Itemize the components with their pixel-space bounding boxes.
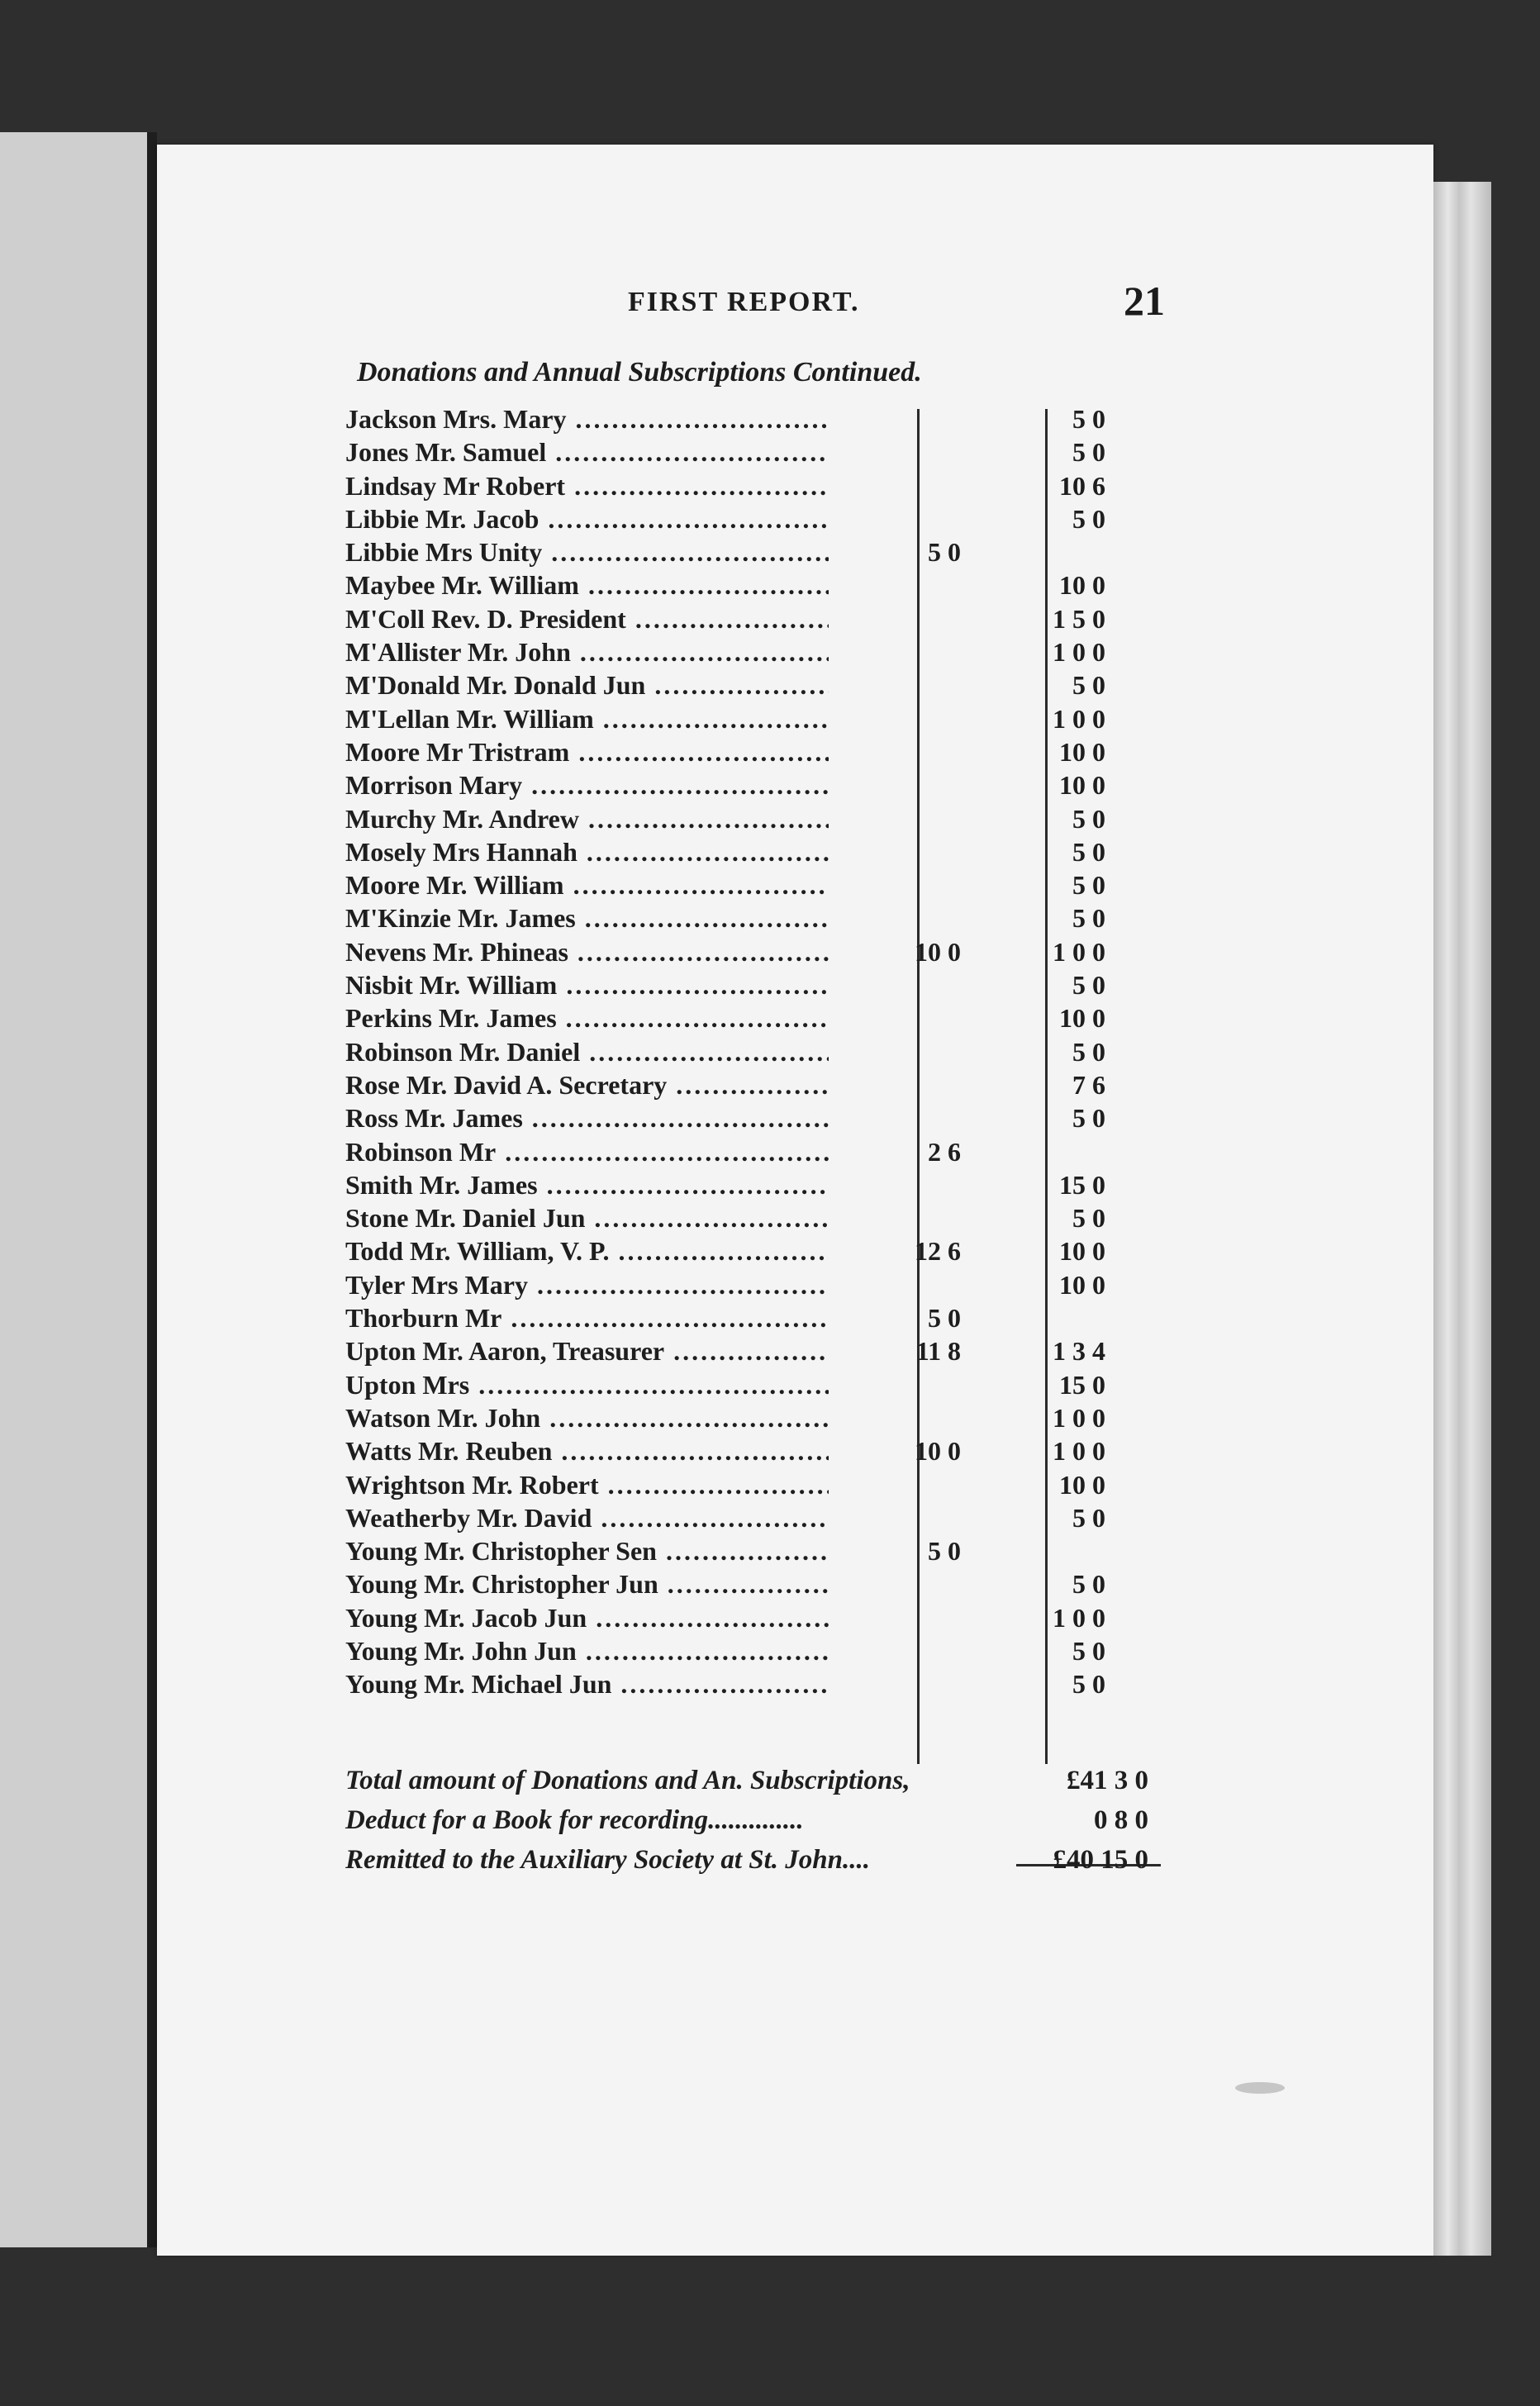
ledger-row <box>345 469 1172 502</box>
subscriber-name <box>345 1601 829 1634</box>
ledger-row <box>345 1168 1172 1201</box>
ledger-row <box>345 802 1172 835</box>
subscriber-name-text: Thorburn Mr <box>345 1303 502 1334</box>
amount-b: 5 0 <box>1072 970 1105 1001</box>
ledger-row <box>345 1434 1172 1467</box>
ledger-row <box>345 435 1172 468</box>
ledger-row <box>345 1301 1172 1334</box>
subscriber-name-text: Young Mr. John Jun <box>345 1635 577 1666</box>
running-title: FIRST REPORT. <box>628 287 860 317</box>
total-row <box>345 1762 1172 1801</box>
ledger-row <box>345 1035 1172 1068</box>
subscriber-name-text: Lindsay Mr Robert <box>345 470 566 501</box>
subscriber-name <box>345 469 829 502</box>
subscriber-name <box>345 1301 829 1334</box>
subscriber-name-text: Young Mr. Michael Jun <box>345 1669 612 1700</box>
ledger-row <box>345 602 1172 635</box>
subscriber-name <box>345 935 829 968</box>
amount-b: 5 0 <box>1072 1569 1105 1600</box>
ledger-row <box>345 1667 1172 1700</box>
page-header <box>347 277 1165 326</box>
amount-b: 5 0 <box>1072 803 1105 834</box>
ledger-row <box>345 502 1172 535</box>
subscriber-name-text: Smith Mr. James <box>345 1169 538 1200</box>
subscriber-name <box>345 802 829 835</box>
subscriber-name <box>345 1434 829 1467</box>
subscriber-name <box>345 402 829 435</box>
amount-a: 5 0 <box>928 1536 961 1567</box>
amount-a: 12 6 <box>915 1236 961 1267</box>
subscriber-name <box>345 1135 829 1168</box>
section-heading: Donations and Annual Subscriptions Continued. <box>357 357 922 388</box>
amount-b: 5 0 <box>1072 1036 1105 1067</box>
ledger-row <box>345 1468 1172 1501</box>
book-gutter <box>147 132 157 2247</box>
ledger-row <box>345 1001 1172 1034</box>
ledger-row <box>345 935 1172 968</box>
subscriber-name <box>345 702 829 735</box>
subscriber-name-text: Maybee Mr. William <box>345 570 579 601</box>
ledger-row <box>345 535 1172 568</box>
amount-b: 5 0 <box>1072 404 1105 434</box>
subscriber-name-text: Moore Mr. William <box>345 870 564 901</box>
subscriber-name-text: Stone Mr. Daniel Jun <box>345 1203 586 1234</box>
ledger-row <box>345 1201 1172 1234</box>
subscriber-name <box>345 635 829 668</box>
subscriber-name-text: Robinson Mr. Daniel <box>345 1036 581 1067</box>
stain <box>1235 2082 1285 2094</box>
subscriber-name <box>345 1268 829 1301</box>
subscriber-name-text: Rose Mr. David A. Secretary <box>345 1069 668 1100</box>
subscriber-name <box>345 735 829 768</box>
ledger-row <box>345 1401 1172 1434</box>
subscriber-name <box>345 668 829 701</box>
subscriber-name-text: Weatherby Mr. David <box>345 1502 592 1533</box>
ledger-row <box>345 1101 1172 1134</box>
ledger-row <box>345 868 1172 901</box>
subscriber-name <box>345 1534 829 1567</box>
ledger-row <box>345 1268 1172 1301</box>
ledger-row <box>345 635 1172 668</box>
subscriber-name <box>345 568 829 602</box>
amount-a: 10 0 <box>915 936 961 967</box>
subscriber-name <box>345 1468 829 1501</box>
facing-page <box>0 132 157 2247</box>
amount-b: 1 0 0 <box>1053 1436 1105 1467</box>
subscriber-name <box>345 535 829 568</box>
amount-b: 5 0 <box>1072 503 1105 534</box>
amount-b: 7 6 <box>1072 1069 1105 1100</box>
amount-b: 1 0 0 <box>1053 936 1105 967</box>
ledger-row <box>345 968 1172 1001</box>
amount-b: 5 0 <box>1072 1669 1105 1700</box>
subscriber-name-text: Libbie Mrs Unity <box>345 537 543 568</box>
subscriber-name <box>345 768 829 801</box>
amount-a: 2 6 <box>928 1136 961 1167</box>
amount-b: 5 0 <box>1072 870 1105 901</box>
amount-b: 1 0 0 <box>1053 1602 1105 1633</box>
subscriber-name-text: Mosely Mrs Hannah <box>345 836 578 867</box>
subscriber-name-text: Young Mr. Christopher Sen <box>345 1536 657 1567</box>
total-row <box>345 1841 1172 1881</box>
subscriber-name <box>345 1068 829 1101</box>
subscriber-name-text: Todd Mr. William, V. P. <box>345 1236 610 1267</box>
amount-b: 5 0 <box>1072 1635 1105 1666</box>
subscriber-name <box>345 1101 829 1134</box>
ledger-row <box>345 1368 1172 1401</box>
subscriber-name-text: Tyler Mrs Mary <box>345 1269 528 1300</box>
subscriber-name-text: Ross Mr. James <box>345 1103 523 1134</box>
amount-b: 1 0 0 <box>1053 1402 1105 1433</box>
amount-b: 15 0 <box>1059 1369 1105 1400</box>
amount-b: 10 0 <box>1059 736 1105 767</box>
amount-b: 5 0 <box>1072 437 1105 468</box>
ledger-row <box>345 668 1172 701</box>
total-label: Remitted to the Auxiliary Society at St. John.... <box>345 1845 870 1875</box>
amount-b: 5 0 <box>1072 1502 1105 1533</box>
ledger-row <box>345 702 1172 735</box>
amount-a: 5 0 <box>928 537 961 568</box>
ledger-row <box>345 1068 1172 1101</box>
ledger-row <box>345 1334 1172 1367</box>
amount-b: 5 0 <box>1072 1203 1105 1234</box>
subscriber-name <box>345 1168 829 1201</box>
subscriber-name <box>345 435 829 468</box>
ledger-row <box>345 1567 1172 1600</box>
subscriber-name <box>345 835 829 868</box>
subscriber-name-text: Perkins Mr. James <box>345 1003 557 1034</box>
totals <box>345 1762 1172 1881</box>
amount-a: 10 0 <box>915 1436 961 1467</box>
subscriber-name-text: Robinson Mr <box>345 1136 497 1167</box>
page-number: 21 <box>1124 278 1165 324</box>
subscriber-name <box>345 901 829 934</box>
ledger-row <box>345 1634 1172 1667</box>
subscriber-name-text: Upton Mrs <box>345 1369 470 1400</box>
subscriber-name <box>345 1567 829 1600</box>
subscriber-name-text: Wrightson Mr. Robert <box>345 1469 599 1500</box>
total-row <box>345 1801 1172 1841</box>
amount-b: 10 0 <box>1059 1269 1105 1300</box>
subscriber-name-text: Watts Mr. Reuben <box>345 1436 553 1467</box>
subscriber-name <box>345 1634 829 1667</box>
subscriber-name-text: Young Mr. Christopher Jun <box>345 1569 658 1600</box>
total-label: Total amount of Donations and An. Subscriptions, <box>345 1766 910 1795</box>
amount-b: 1 0 0 <box>1053 703 1105 734</box>
subscriber-name-text: Young Mr. Jacob Jun <box>345 1602 587 1633</box>
total-label: Deduct for a Book for recording.............. <box>345 1805 804 1835</box>
ledger-row <box>345 901 1172 934</box>
amount-b: 5 0 <box>1072 670 1105 701</box>
ledger-row <box>345 768 1172 801</box>
subscriber-name <box>345 1401 829 1434</box>
subscriber-name-text: Jackson Mrs. Mary <box>345 404 567 434</box>
ledger-row <box>345 1234 1172 1267</box>
amount-b: 1 3 4 <box>1053 1336 1105 1367</box>
subscriber-name <box>345 602 829 635</box>
subscriber-name-text: Watson Mr. John <box>345 1402 541 1433</box>
subscriber-name-text: M'Allister Mr. John <box>345 637 571 668</box>
ledger-row <box>345 1534 1172 1567</box>
ledger-row <box>345 735 1172 768</box>
subscriber-name <box>345 1001 829 1034</box>
subscriber-name <box>345 1667 829 1700</box>
subscriber-name <box>345 1201 829 1234</box>
subscriber-name-text: M'Donald Mr. Donald Jun <box>345 670 646 701</box>
subscriber-name <box>345 502 829 535</box>
amount-b: 1 0 0 <box>1053 637 1105 668</box>
subscriber-name-text: Morrison Mary <box>345 770 523 801</box>
total-amount: 0 8 0 <box>1094 1805 1148 1835</box>
subscriber-name <box>345 1501 829 1534</box>
subscriber-name <box>345 968 829 1001</box>
amount-b: 10 0 <box>1059 1003 1105 1034</box>
subscriber-name <box>345 1035 829 1068</box>
amount-b: 10 0 <box>1059 770 1105 801</box>
amount-b: 10 0 <box>1059 570 1105 601</box>
total-amount: £41 3 0 <box>1067 1766 1148 1795</box>
amount-a: 5 0 <box>928 1303 961 1334</box>
amount-b: 1 5 0 <box>1053 603 1105 634</box>
subscription-ledger <box>345 402 1172 1701</box>
ledger-row <box>345 1601 1172 1634</box>
subscriber-name <box>345 868 829 901</box>
subscriber-name-text: Jones Mr. Samuel <box>345 437 547 468</box>
amount-b: 5 0 <box>1072 1103 1105 1134</box>
subscriber-name-text: M'Lellan Mr. William <box>345 703 594 734</box>
subscriber-name <box>345 1234 829 1267</box>
amount-b: 15 0 <box>1059 1169 1105 1200</box>
subscriber-name-text: Upton Mr. Aaron, Treasurer <box>345 1336 665 1367</box>
page-edges <box>1433 182 1491 2256</box>
amount-b: 5 0 <box>1072 903 1105 934</box>
ledger-row <box>345 835 1172 868</box>
ledger-row <box>345 1135 1172 1168</box>
amount-a: 11 8 <box>915 1336 961 1367</box>
subscriber-name-text: Nisbit Mr. William <box>345 970 558 1001</box>
subscriber-name-text: Murchy Mr. Andrew <box>345 803 579 834</box>
subscriber-name <box>345 1368 829 1401</box>
ledger-row <box>345 402 1172 435</box>
amount-b: 5 0 <box>1072 836 1105 867</box>
subscriber-name-text: M'Kinzie Mr. James <box>345 903 576 934</box>
amount-b: 10 0 <box>1059 1469 1105 1500</box>
amount-b: 10 0 <box>1059 1236 1105 1267</box>
subscriber-name-text: Moore Mr Tristram <box>345 736 570 767</box>
subscriber-name-text: Nevens Mr. Phineas <box>345 936 568 967</box>
amount-b: 10 6 <box>1059 470 1105 501</box>
ledger-row <box>345 568 1172 602</box>
subscriber-name-text: Libbie Mr. Jacob <box>345 503 539 534</box>
subscriber-name <box>345 1334 829 1367</box>
ledger-row <box>345 1501 1172 1534</box>
total-amount: £40 15 0 <box>1053 1845 1148 1875</box>
subscriber-name-text: M'Coll Rev. D. President <box>345 603 626 634</box>
